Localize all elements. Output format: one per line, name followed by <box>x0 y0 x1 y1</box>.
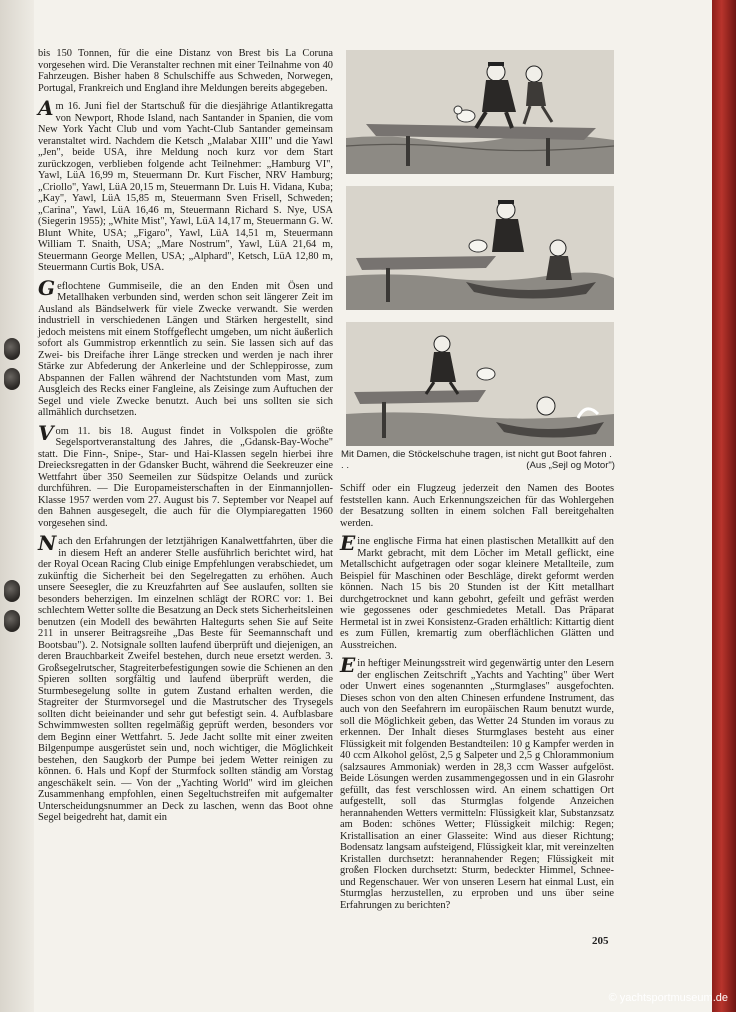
drop-initial: A <box>38 96 54 120</box>
article-paragraph: bis 150 Tonnen, für die eine Distanz von Brest bis La Coruna vorgesehen wird. Die Veranstalter rechnen mit einer Teilnahme von 40 Fahrzeugen. Bisher haben 8 Schulschiffe aus Schweden, Norwegen, Portugal, Frankreich und England ihre Meldungen bereits abgegeben. <box>38 48 333 94</box>
cartoon-panel-2 <box>346 186 614 310</box>
article-paragraph: Nach den Erfahrungen der letztjährigen Kanalwettfahrten, über die in diesem Heft an anderer Stelle ausführlich berichtet wird, hat der Royal Ocean Racing Club einige Empfehlungen verabschiedet, um zukünftig die Sicherheit bei den Segelregatten zu erhöhen. Auch unsere Seesegler, die zu Kreuzfahrten auf See auslaufen, sollten sie besonders beherzigen. Im einzelnen schlägt der RORC vor: 1. Bei schlechtem Wetter sollte die Besatzung an Deck stets Sicherheitsleinen benutzen (ein Modell des bewährten Haltegurts sehen Sie auf Seite 211 in unserer Beitragsreihe „Das Beste für Seemannschaft und Bootsbau"). 2. Notsignale sollten laufend überprüft und diejenigen, an deren Brauchbarkeit Zweifel bestehen, durch neue ersetzt werden. 3. Großsegelrutscher, Stagreiterbefestigungen sowie die Schienen an den Spieren sollten sorgfältig und laufend überprüft werden, die Sturmbesegelung sollte in gutem Zustand erhalten werden, die Stagreiter der Sturmvorsegel und die Mastrutscher des Trysegels sollten dicht beieinander und sehr gut befestigt sein. 4. Aufblasbare Schwimmwesten sollten regelmäßig geprüft werden, besonders vor dem Beginn einer Wettfahrt. 5. Jede Jacht sollte mit einer zweiten Bilgenpumpe ausgerüstet sein und, noch wichtiger, die Möglichkeit bestehen, den Saugkorb der Pumpe bei jedem Wetter reinigen zu können. 6. Hals und Kopf der Sturmfock sollten ständig am Vorstag angeschäkelt sein. — Von der „Yachting World" wird im gleichen Zusammenhang empfohlen, einen Segeltuchstreifen mit aufgemalter Unterscheidungsnummer an Deck zu laschen, wenn das Boot ohne Segel beigedreht hat, damit ein <box>38 531 334 823</box>
drop-initial: E <box>340 531 356 555</box>
binder-ring-icon <box>4 368 20 390</box>
article-paragraph: Eine englische Firma hat einen plastischen Metallkitt auf den Markt gebracht, mit dem Löcher im Metall geflickt, eine Metallschicht aufgetragen oder sogar kleinere Metallteile, zum Beispiel für Maschinen oder Beschläge, direkt geformt werden können. Nach 15 bis 20 Stunden ist der Kitt metallhart durchgetrocknet und kann gebohrt, gefeilt und gefräst werden wie gegossenes oder geschmiedetes Metall. Das Präparat Hermetal ist in zwei Konsistenz-Graden erhältlich: Kittartig dient es zum Füllen, kremartig zum oberflächlichen Glätten und Ausstreichen. <box>340 531 614 651</box>
cartoon-panel-3 <box>346 322 614 446</box>
drop-initial: N <box>38 531 57 555</box>
page-gutter <box>0 0 34 1012</box>
cartoon-illustration <box>346 186 614 310</box>
drop-initial: E <box>340 653 356 677</box>
cartoon-panel-1 <box>346 50 614 174</box>
binder-ring-icon <box>4 610 20 632</box>
left-column <box>38 48 333 831</box>
book-spine <box>712 0 736 1012</box>
cartoon-illustration <box>346 50 614 174</box>
cartoon-illustration <box>346 322 614 446</box>
watermark: © yachtsportmuseum.de <box>608 992 728 1004</box>
article-paragraph: Ein heftiger Meinungsstreit wird gegenwärtig unter den Lesern der englischen Zeitschrift „Yachts and Yachting" über Wert oder Unwert eines sogenannten „Sturmglases" ausgefochten. Dieses schon von den alten Chinesen erfundene Instrument, das auch von den Seefahrern im europäischen Raum benutzt wurde, soll die Möglichkeit geben, das Wetter 24 Stunden im voraus zu erkennen. Der Inhalt dieses Sturmglases besteht aus einer Flüssigkeit mit folgenden Bestandteilen: 10 g Kampfer werden in 40 ccm Alkohol gelöst, 2,5 g Salpeter und 2,5 g Chlorammonium (salzsaures Ammoniak) werden in 28,3 ccm Wasser aufgelöst. Beide Lösungen werden zusammengegossen und in ein Glasrohr gefüllt, das fest verschlossen wird. An einem schattigen Ort aufgestellt, soll das Sturmglas folgende Anzeichen herannahenden Wetters vermitteln: Flüssigkeit klar, Substanzsatz am Boden: schönes Wetter; Flüssigkeit milchig: Regen; Kristallisation an einer Glasseite: Wind aus dieser Richtung; Bodensatz langsam aufsteigend, Flüssigkeit klar, mit vereinzelten Kristallen durchsetzt: herannahender Regen; Flüssigkeit mit großen Flocken durchsetzt: Sturm, bedeckter Himmel, Schnee- und Regenschauer. Wer von unseren Lesern hat einmal Lust, ein Sturmglas herzustellen, zu erproben und uns über seine Erfahrungen zu berichten? <box>340 653 614 911</box>
binder-ring-icon <box>4 338 20 360</box>
article-paragraph: Am 16. Juni fiel der Startschuß für die diesjährige Atlantikregatta von Newport, Rhode Island, nach Santander in Spanien, die vom New York Yacht Club und vom Yacht-Club Santander gemeinsam veranstaltet wird. Nachdem die Ketsch „Malabar XIII" und die Yawl „Jen", beide USA, ihre Meldung noch kurz vor dem Start zurückzogen, verblieben folgende acht Teilnehmer: „Hamburg VI", Yawl, LüA 16,99 m, Steuermann Dr. Kurt Fischer, NRV Hamburg; „Criollo", Yawl, LüA 20,15 m, Steuermann Dr. Luis H. Vidana, Kuba; „Kay", Yawl, LüA 15,85 m, Steuermann Sven Frisell, Schweden; „Carina", Yawl, LüA 16,46 m, Steuermann Richard S. Nye, USA (Siegerin 1955); „White Mist", Yawl, LüA 14,17 m, Steuermann G. W. Blunt White, USA; „Figaro", Yawl, LüA 14,51 m, Steuermann William T. Snaith, USA; „Mare Nostrum", Yawl, LüA 21,64 m, Steuermann George Mellen, USA; „Alphard", Ketsch, LüA 12,80 m, Steuermann Curtis Bok, USA. <box>38 96 333 273</box>
article-paragraph: Vom 11. bis 18. August findet in Volkspolen die größte Segelsportveranstaltung des Jahres, die „Gdansk-Bay-Woche" statt. Die Finn-, Snipe-, Star- und Hai-Klassen segeln hierbei ihre Dreiecksregatten in der Gdansker Bucht, während die Seekreuzer eine Wettfahrt über 350 Seemeilen zur Südspitze Oelands und zurück durchführen. — Die Europameisterschaften in der Einmannjollen-Klasse 1957 werden vom 27. August bis 7. September vor Neapel auf den Bahnen ausgesegelt, die auch für die Olympiaregatten 1960 vorgesehen sind. <box>38 420 333 529</box>
drop-initial: G <box>38 275 56 300</box>
caption-text: Mit Damen, die Stöckelschuhe tragen, ist nicht gut Boot fahren . . . <box>341 449 612 471</box>
article-paragraph: Schiff oder ein Flugzeug jederzeit den Namen des Bootes feststellen kann. Auch Erkennungszeichen für das Wohlergehen der Besatzung sollten in einem solchen Fall bereitgehalten werden. <box>340 483 614 529</box>
binder-ring-icon <box>4 580 20 602</box>
caption-source: (Aus „Sejl og Motor") <box>526 460 615 471</box>
right-column <box>340 483 614 918</box>
cartoon-strip <box>346 50 614 458</box>
article-paragraph: Geflochtene Gummiseile, die an den Enden mit Ösen und Metallhaken verbunden sind, werden schon seit längerer Zeit im Ausland als Bändselwerk für viele Zwecke verwandt. Sie werden industriell in verschiedenen Längen und Stärken hergestellt, sind jedoch meistens mit einem Stoffgeflecht umgeben, um nicht äußerlich sofort als Gummistrop erkenntlich zu sein. Sie lassen sich auf das Zwei- bis Dreifache ihrer Länge strecken und werden je nach ihrer Stärke zur Abfederung der Ankerleine und der Schleppirosse, zum Abspannen der Fallen während der Nachtstunden vom Mast, zum Ausgleich des Recks einer Fangleine, als Zeisinge zum Auftuchen der Segel und viele Zwecke benutzt. Auch bei uns sollten sie sich allmählich durchsetzen. <box>38 275 333 418</box>
page-number: 205 <box>592 935 609 947</box>
drop-initial: V <box>38 420 54 445</box>
image-caption <box>341 449 615 471</box>
